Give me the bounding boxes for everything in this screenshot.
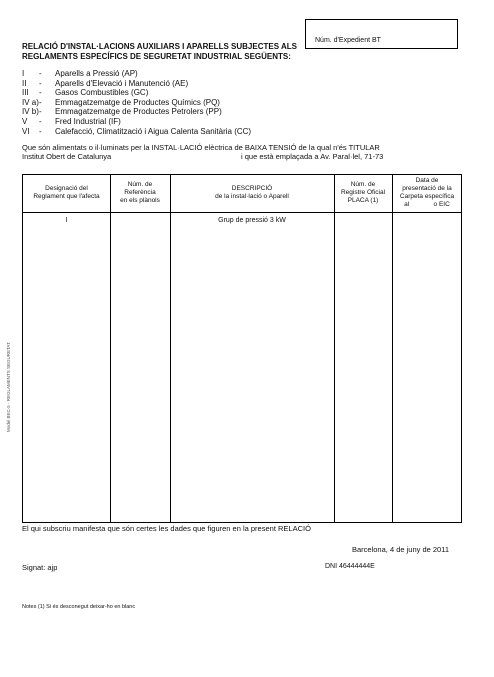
- category-label: Gasos Combustibles (GC): [55, 88, 149, 98]
- header-registre: [334, 181, 392, 205]
- intro-line-1: Que són alimentats o il·luminats per la INSTAL·LACIÓ elèctrica de BAIXA TENSIÓ de la qual n'és TITULAR: [22, 143, 380, 152]
- column-divider: [170, 175, 171, 522]
- place-date: Barcelona, 4 de juny de 2011: [352, 545, 450, 554]
- header-reglament: [23, 185, 110, 201]
- category-code: V: [22, 116, 28, 126]
- category-item: [22, 107, 251, 117]
- header-text: o EIC: [433, 201, 450, 208]
- header-text: Núm. de: [350, 181, 376, 188]
- cell-reglament: I: [65, 217, 68, 224]
- category-label: Calefacció, Climatització i Aigua Calenta Sanitària (CC): [55, 126, 252, 136]
- intro-line-2: [22, 152, 383, 161]
- category-label: Aparells d'Elevació i Manutenció (AE): [55, 78, 189, 88]
- header-data-presentacio: [392, 177, 462, 209]
- category-item: [22, 69, 251, 79]
- category-label: Fred Industrial (IF): [55, 116, 121, 126]
- header-text: Referència: [124, 189, 156, 196]
- header-text: Designació del: [45, 185, 88, 192]
- header-descripcio: [170, 185, 334, 201]
- category-dash: -: [39, 88, 42, 98]
- side-model-text: Model BEC-5 - REGLAMENTS SEGURETAT: [6, 342, 11, 432]
- title-line-1: RELACIÓ D'INSTAL·LACIONS AUXILIARS I APARELLS SUBJECTES ALS: [22, 42, 297, 51]
- owner-name: Institut Obert de Catalunya: [22, 152, 112, 161]
- declaration-text: El qui subscriu manifesta que són certes les dades que figuren en la present RELACIÓ: [22, 524, 311, 533]
- header-text: al: [404, 201, 410, 208]
- category-code: VI: [22, 126, 30, 136]
- column-divider: [392, 175, 393, 522]
- category-dash: -: [39, 107, 42, 117]
- header-text: Reglament que l'afecta: [33, 193, 100, 200]
- category-item: [22, 117, 251, 127]
- dni-number: DNI 46444444E: [325, 563, 375, 570]
- signature-line: Signat: ajp: [22, 563, 58, 572]
- header-text: Data de: [415, 177, 439, 184]
- category-code: IV a): [22, 97, 39, 107]
- category-code: IV b): [22, 107, 39, 117]
- header-text: Carpeta específica: [399, 193, 455, 200]
- expedient-label: Núm. d'Expedient BT: [315, 37, 381, 44]
- category-dash: -: [39, 69, 42, 78]
- category-code: I: [22, 69, 25, 78]
- header-text: DESCRIPCIÓ: [231, 185, 273, 192]
- header-subrow: [392, 201, 462, 209]
- column-divider: [110, 175, 111, 522]
- category-item: [22, 88, 251, 98]
- header-divider: [23, 212, 461, 213]
- header-text: Registre Oficial: [340, 189, 386, 196]
- category-label: Aparells a Pressió (AP): [55, 69, 138, 78]
- category-dash: -: [39, 78, 42, 88]
- title-line-2: REGLAMENTS ESPECÍFICS DE SEGURETAT INDUSTRIAL SEGÜENTS:: [22, 52, 291, 61]
- document-title: [22, 42, 312, 62]
- header-text: Núm. de: [127, 181, 153, 188]
- category-item: [22, 79, 251, 89]
- category-label: Emmagatzematge de Productes Petrolers (PP): [55, 107, 222, 117]
- header-text: presentació de la: [402, 185, 452, 192]
- category-item: [22, 127, 251, 137]
- installations-table: [22, 174, 462, 523]
- header-referencia: [110, 181, 170, 205]
- header-text: PLACA (1): [347, 197, 379, 204]
- column-divider: [334, 175, 335, 522]
- category-dash: -: [39, 126, 42, 136]
- category-dash: -: [39, 116, 42, 126]
- header-text: de la instal·lació o Aparell: [215, 193, 289, 200]
- cell-descripcio: Grup de pressió 3 kW: [218, 217, 286, 224]
- category-item: [22, 98, 251, 108]
- notes-text: Notes (1) Si és desconegut deixar-ho en blanc: [22, 604, 136, 610]
- category-code: III: [22, 88, 29, 98]
- category-code: II: [22, 78, 27, 88]
- category-dash: -: [39, 97, 42, 107]
- header-text: en els plànols: [120, 197, 160, 204]
- intro-text: [22, 143, 383, 161]
- location-text: i que està emplaçada a Av. Paral·lel, 71-73: [241, 152, 384, 161]
- expedient-box: [305, 19, 458, 49]
- category-label: Emmagatzematge de Productes Químics (PQ): [55, 97, 220, 107]
- category-list: [22, 69, 251, 136]
